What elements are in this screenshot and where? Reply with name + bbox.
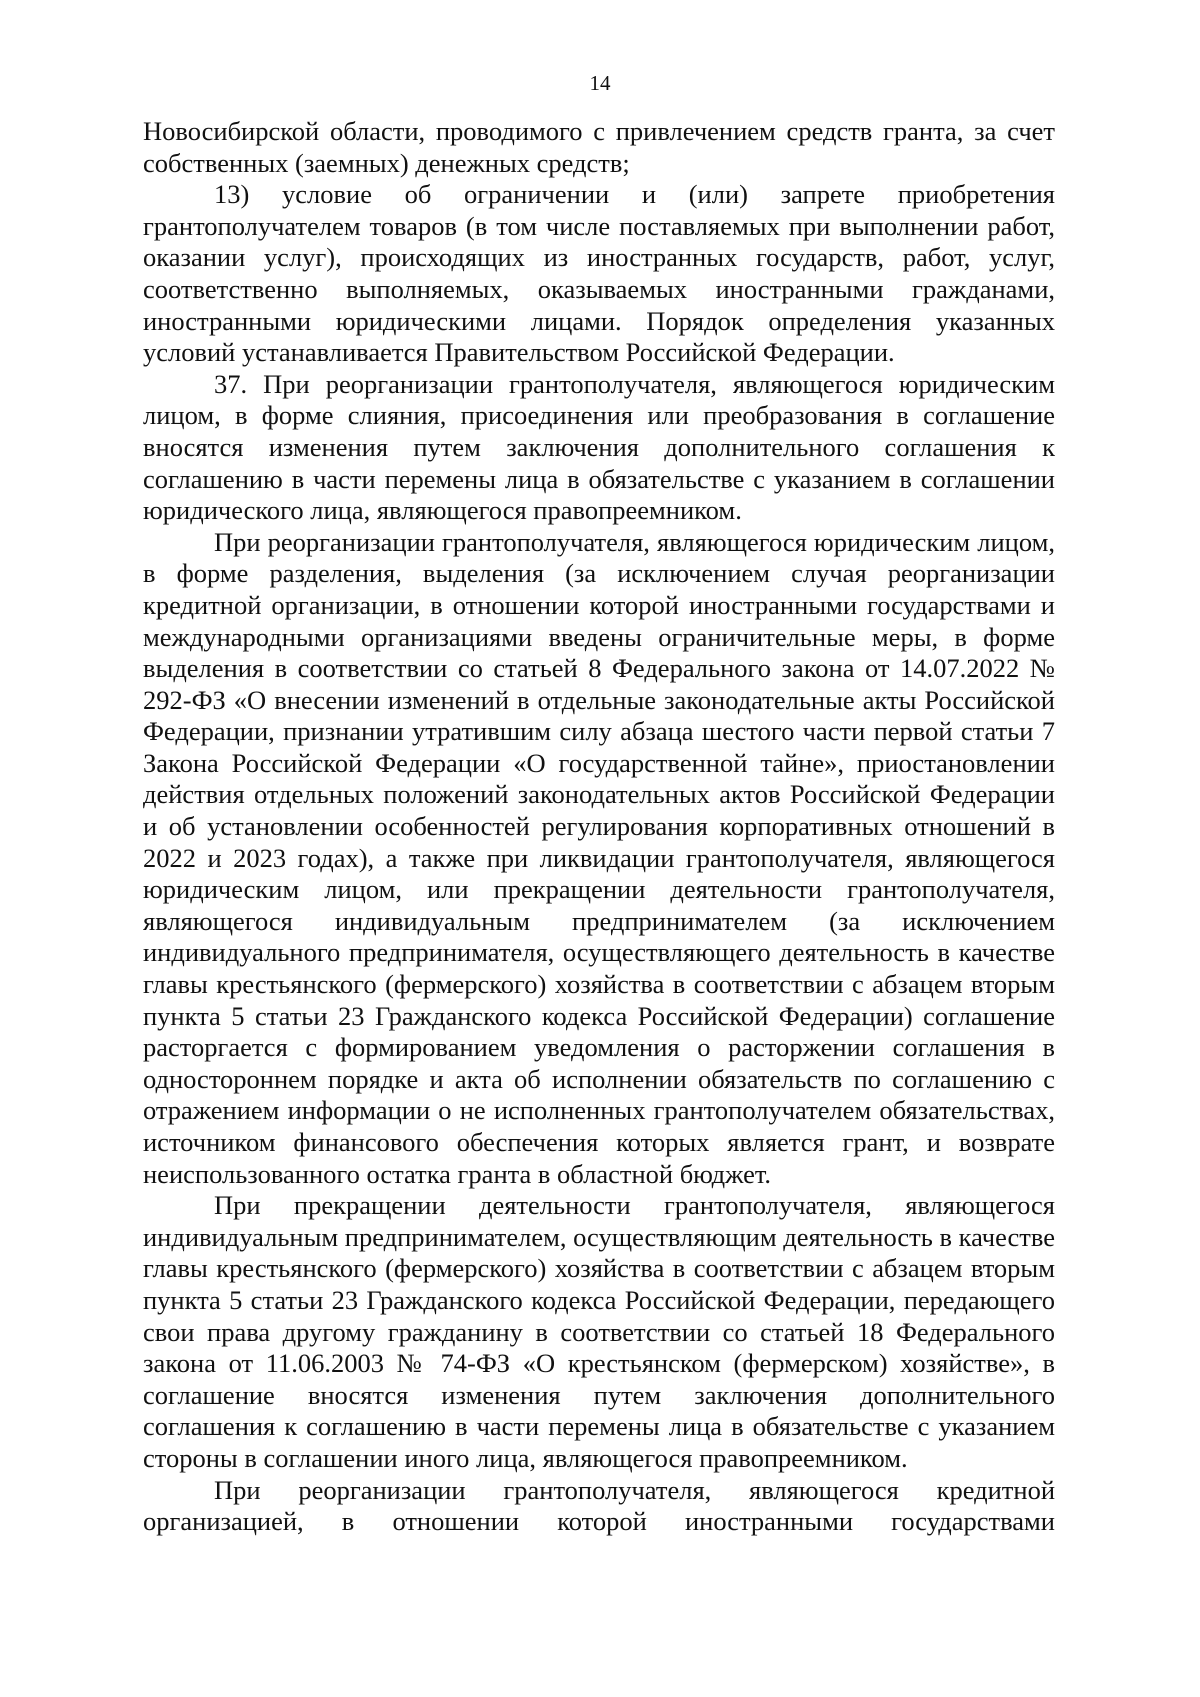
paragraph-reorganization-termination: При реорганизации грантополучателя, являющегося юридическим лицом, в форме разделения, выделения (за исключением случая реорганизации кредитной организации, в отношении которой иностранными государствами и международными организациями введены ограничительные меры, в форме выделения в соответствии со статьей 8 Федерального закона от 14.07.2022 № 292-ФЗ «О внесении изменений в отдельные законодательные акты Российской Федерации, признании утратившим силу абзаца шестого части первой статьи 7 Закона Российской Федерации «О государственной тайне», приостановлении действия отдельных положений законодательных актов Российской Федерации и об установлении особенностей регулирования корпоративных отношений в 2022 и 2023 годах), а также при ликвидации грантополучателя, являющегося юридическим лицом, или прекращении деятельности грантополучателя, являющегося индивидуальным предпринимателем (за исключением индивидуального предпринимателя, осуществляющего деятельность в качестве главы крестьянского (фермерского) хозяйства в соответствии с абзацем вторым пункта 5 статьи 23 Гражданского кодекса Российской Федерации) соглашение расторгается с формированием уведомления о расторжении соглашения в одностороннем порядке и акта об исполнении обязательств по соглашению с отражением информации о не исполненных грантополучателем обязательствах, источником финансового обеспечения которых является грант, и возврате неиспользованного остатка гранта в областной бюджет. — [143, 526, 1055, 1189]
paragraph-credit-organization: При реорганизации грантополучателя, являющегося кредитной организацией, в отношении которой иностранными государствами — [143, 1474, 1055, 1537]
document-body — [143, 116, 1055, 1538]
page-number: 14 — [589, 71, 611, 95]
paragraph-continuation: Новосибирской области, проводимого с привлечением средств гранта, за счет собственных (заемных) денежных средств; — [143, 116, 1055, 178]
paragraph-clause-37: 37. При реорганизации грантополучателя, являющегося юридическим лицом, в форме слияния, присоединения или преобразования в соглашение вносятся изменения путем заключения дополнительного соглашения к соглашению в части перемены лица в обязательстве с указанием в соглашении юридического лица, являющегося правопреемником. — [143, 368, 1055, 526]
paragraph-item-13: 13) условие об ограничении и (или) запрете приобретения грантополучателем товаров (в том числе поставляемых при выполнении работ, оказании услуг), происходящих из иностранных государств, работ, услуг, соответственно выполняемых, оказываемых иностранными гражданами, иностранными юридическими лицами. Порядок определения указанных условий устанавливается Правительством Российской Федерации. — [143, 179, 1055, 368]
paragraph-farm-head-transfer: При прекращении деятельности грантополучателя, являющегося индивидуальным предпринимателем, осуществляющим деятельность в качестве главы крестьянского (фермерского) хозяйства в соответствии с абзацем вторым пункта 5 статьи 23 Гражданского кодекса Российской Федерации, передающего свои права другому гражданину в соответствии со статьей 18 Федерального закона от 11.06.2003 № 74-ФЗ «О крестьянском (фермерском) хозяйстве», в соглашение вносятся изменения путем заключения дополнительного соглашения к соглашению в части перемены лица в обязательстве с указанием стороны в соглашении иного лица, являющегося правопреемником. — [143, 1190, 1055, 1473]
